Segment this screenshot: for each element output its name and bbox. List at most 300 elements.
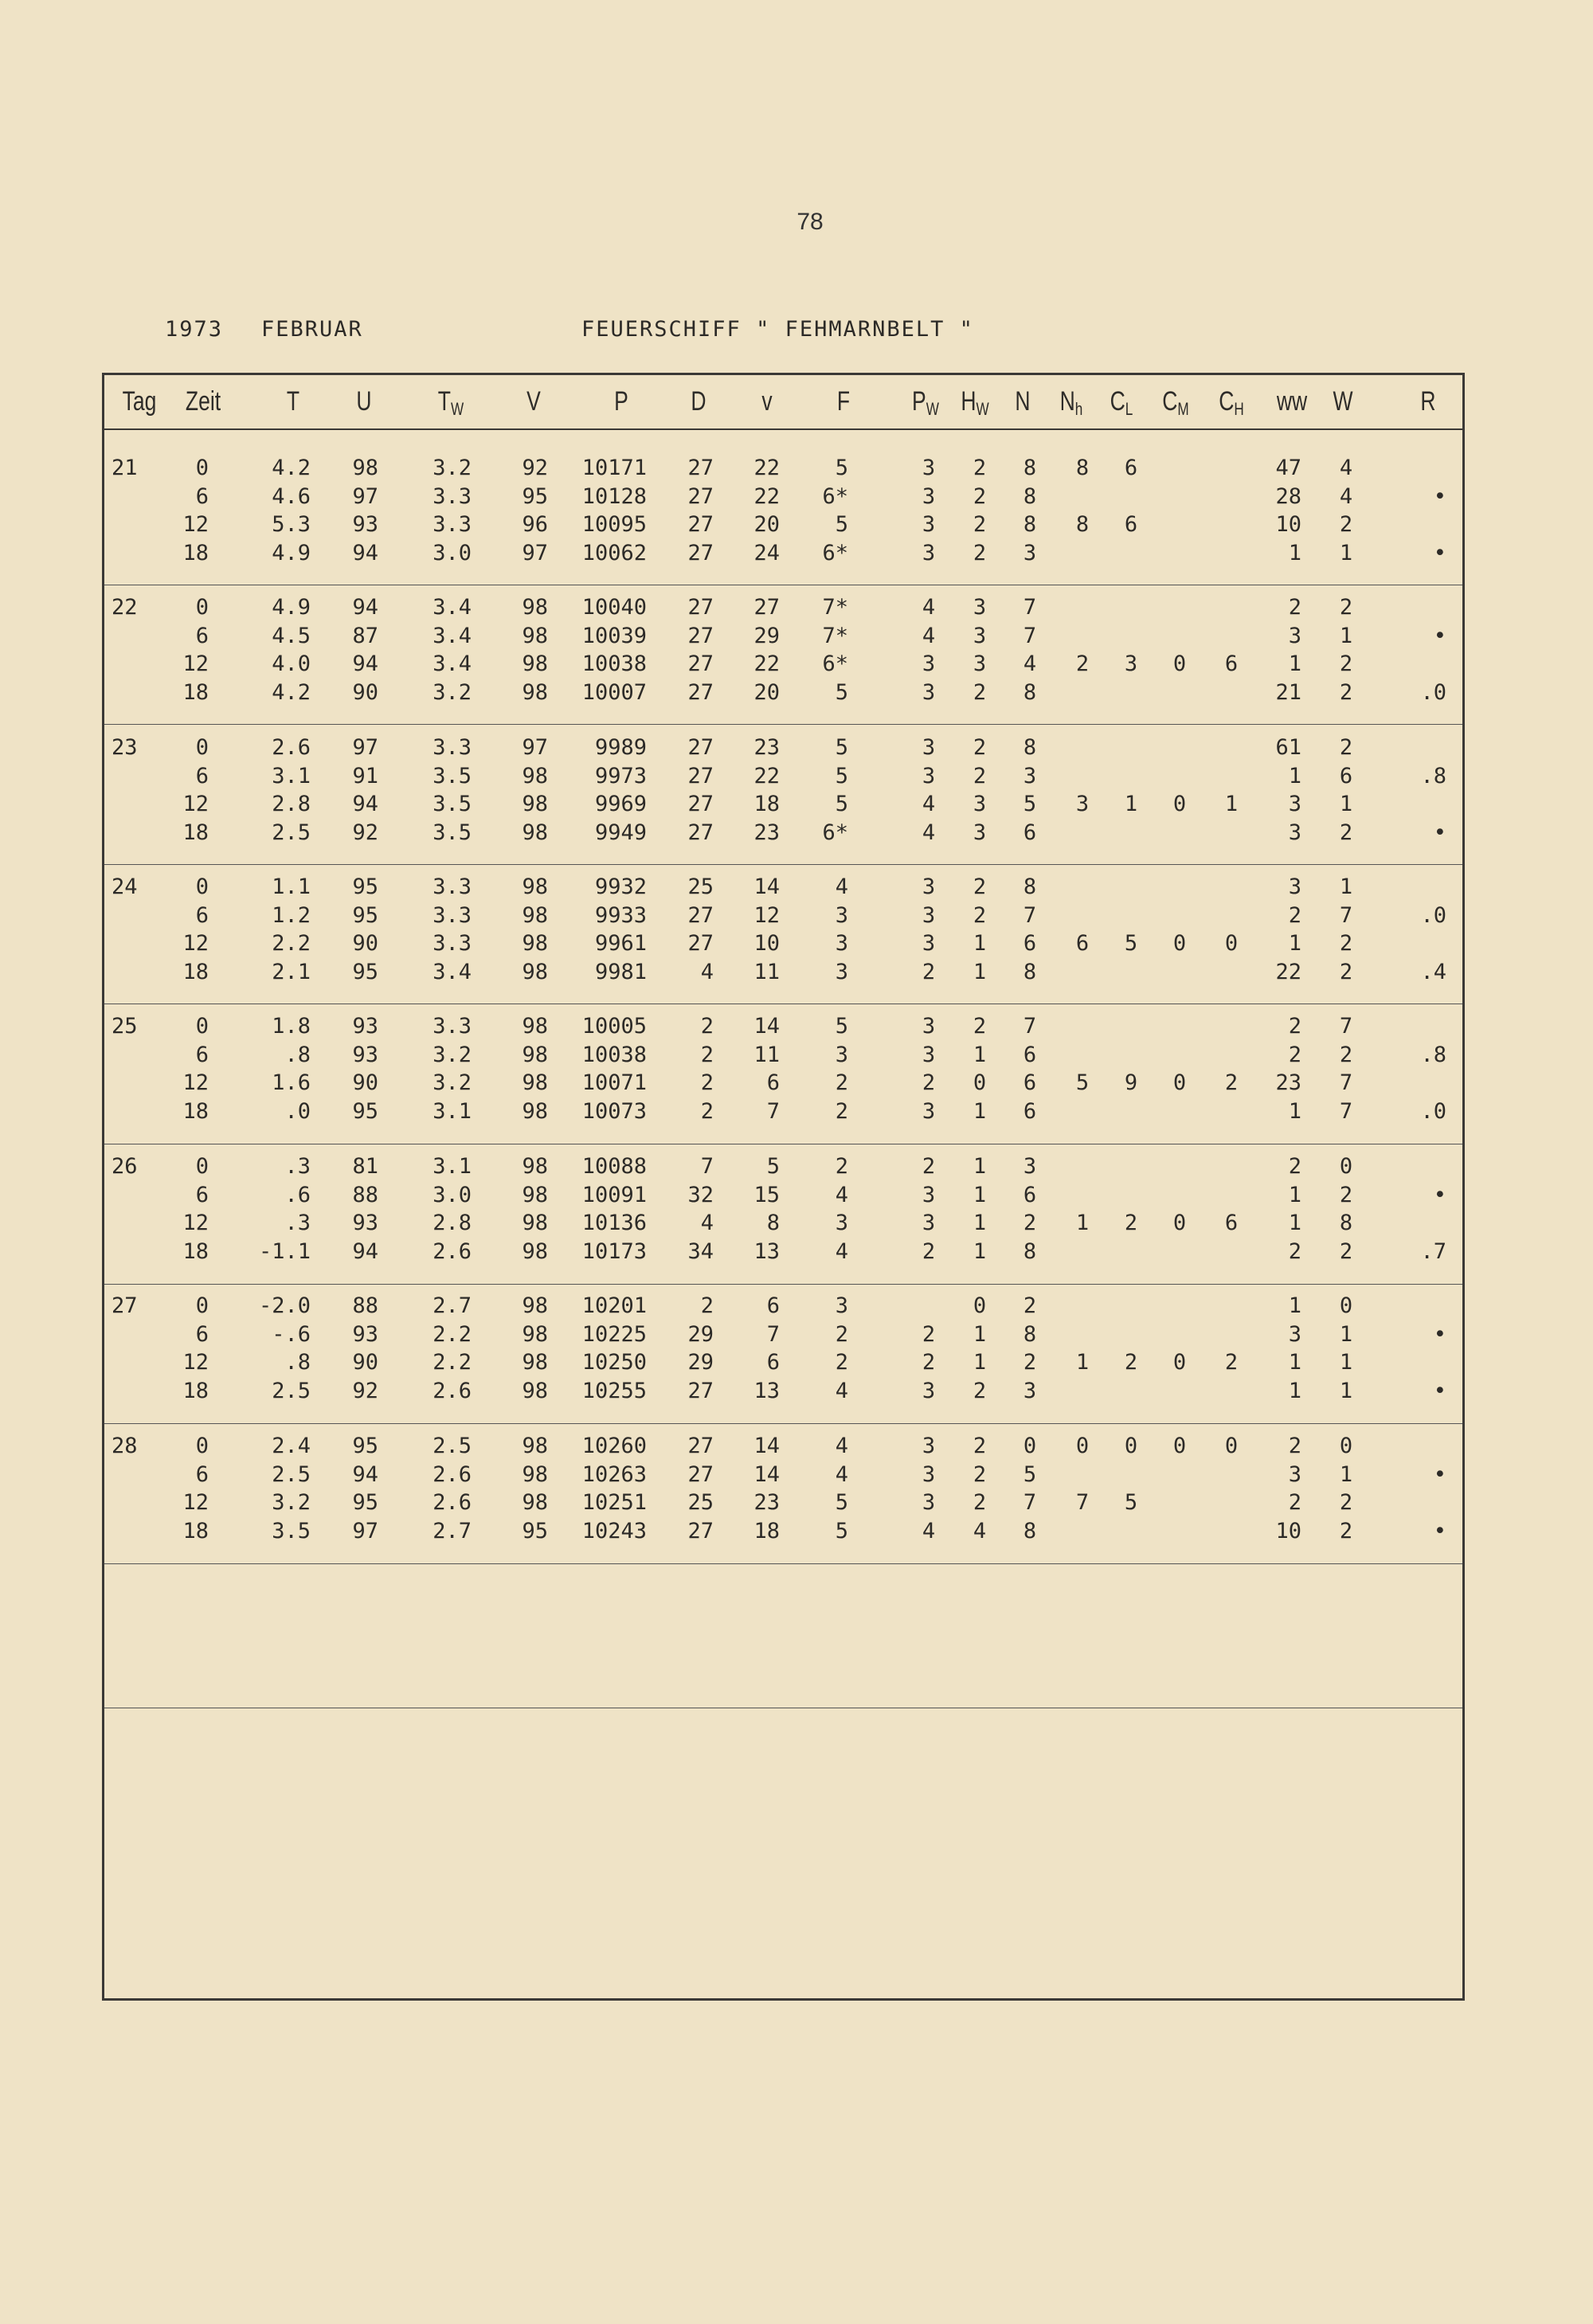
cell-pw: 3 — [922, 1461, 936, 1487]
cell-pw: 3 — [922, 679, 936, 705]
cell-nh: 3 — [1075, 792, 1090, 816]
cell-hw: 4 — [973, 1518, 987, 1543]
cell-vv: 6 — [766, 1350, 780, 1375]
cell-ww: 1 — [1288, 1098, 1301, 1124]
cell-v: 98 — [522, 1070, 548, 1095]
cell-d: 27 — [687, 540, 714, 565]
cell-n: 8 — [1023, 483, 1037, 509]
cell-w: 7 — [1339, 1014, 1353, 1039]
cell-tw: 3.3 — [432, 1014, 472, 1039]
cell-tw: 3.4 — [432, 623, 472, 648]
cell-t: 2.1 — [272, 959, 311, 984]
column-header-pw — [912, 386, 939, 420]
cell-f: 6* — [822, 820, 848, 845]
cell-cl: 2 — [1124, 1350, 1138, 1375]
cell-ww: 28 — [1275, 483, 1301, 509]
cell-nh: 8 — [1075, 456, 1090, 480]
cell-u: 93 — [352, 1014, 378, 1039]
cell-hw: 2 — [973, 874, 987, 899]
cell-w: 4 — [1339, 483, 1353, 509]
cell-ch: 2 — [1224, 1350, 1239, 1375]
cell-v: 97 — [522, 540, 548, 565]
sheet-header — [0, 317, 1593, 349]
cell-hw: 2 — [973, 902, 987, 928]
cell-p: 10243 — [581, 1518, 647, 1543]
cell-t: .6 — [284, 1182, 311, 1207]
cell-ww: 3 — [1288, 1321, 1301, 1347]
cell-zeit: 6 — [195, 1321, 209, 1347]
cell-cl: 6 — [1124, 456, 1138, 480]
column-header-zeit — [186, 386, 221, 417]
cell-f: 5 — [835, 792, 848, 816]
cell-nh: 8 — [1075, 512, 1090, 537]
column-header-label: C — [1162, 386, 1178, 417]
cell-w: 0 — [1339, 1154, 1353, 1179]
cell-ww: 2 — [1288, 1042, 1301, 1067]
cell-w: 7 — [1339, 1098, 1353, 1124]
cell-t: 4.9 — [272, 595, 311, 620]
cell-u: 93 — [352, 512, 378, 537]
cell-ww: 2 — [1288, 902, 1301, 928]
cell-hw: 1 — [973, 1098, 987, 1124]
cell-pw: 3 — [922, 902, 936, 928]
cell-v: 98 — [522, 623, 548, 648]
column-header-label: T — [286, 386, 300, 417]
cell-pw: 3 — [922, 1490, 936, 1515]
cell-w: 1 — [1339, 540, 1353, 565]
cell-hw: 2 — [973, 1378, 987, 1403]
column-header-cl — [1110, 386, 1133, 420]
cell-t: 2.5 — [272, 1461, 311, 1487]
cell-w: 1 — [1339, 792, 1353, 816]
cell-zeit: 12 — [182, 651, 209, 676]
cell-p: 10088 — [581, 1154, 647, 1179]
cell-zeit: 12 — [182, 931, 209, 956]
column-header-label: ww — [1276, 386, 1308, 417]
cell-r: • — [1433, 1378, 1446, 1403]
cell-zeit: 6 — [195, 763, 209, 788]
cell-zeit: 0 — [195, 1154, 209, 1179]
day-label: 26 — [112, 1154, 138, 1179]
cell-pw: 4 — [922, 1518, 936, 1543]
column-header-label: C — [1219, 386, 1235, 417]
header-rule — [104, 428, 1462, 430]
cell-vv: 23 — [753, 820, 780, 845]
cell-tw: 2.6 — [432, 1378, 472, 1403]
cell-d: 27 — [687, 512, 714, 537]
cell-v: 95 — [522, 1518, 548, 1543]
cell-n: 6 — [1023, 1182, 1037, 1207]
cell-ww: 1 — [1288, 763, 1301, 788]
column-header-label: N — [1015, 386, 1031, 417]
cell-nh: 1 — [1075, 1211, 1090, 1235]
cell-w: 2 — [1339, 820, 1353, 845]
cell-pw: 3 — [922, 1042, 936, 1067]
cell-n: 6 — [1023, 820, 1037, 845]
cell-hw: 2 — [973, 1014, 987, 1039]
cell-tw: 2.5 — [432, 1434, 472, 1458]
cell-w: 1 — [1339, 874, 1353, 899]
cell-u: 87 — [352, 623, 378, 648]
column-header-label: V — [526, 386, 541, 417]
cell-tw: 3.5 — [432, 820, 472, 845]
cell-w: 2 — [1339, 1182, 1353, 1207]
column-header-label: R — [1420, 386, 1436, 417]
cell-d: 29 — [687, 1321, 714, 1347]
cell-vv: 14 — [753, 874, 780, 899]
header-month: FEBRUAR — [261, 317, 363, 342]
cell-u: 95 — [352, 874, 378, 899]
cell-u: 97 — [352, 483, 378, 509]
cell-tw: 3.4 — [432, 959, 472, 984]
cell-ww: 1 — [1288, 931, 1301, 956]
cell-v: 98 — [522, 763, 548, 788]
cell-zeit: 0 — [195, 874, 209, 899]
cell-tw: 3.5 — [432, 763, 472, 788]
cell-f: 3 — [835, 931, 848, 956]
cell-n: 8 — [1023, 1518, 1037, 1543]
cell-ww: 61 — [1275, 735, 1301, 760]
cell-n: 7 — [1023, 1490, 1037, 1515]
day-label: 28 — [112, 1434, 138, 1458]
cell-n: 5 — [1023, 792, 1037, 816]
cell-vv: 20 — [753, 512, 780, 537]
cell-pw: 3 — [922, 1211, 936, 1235]
cell-vv: 15 — [753, 1182, 780, 1207]
cell-u: 94 — [352, 595, 378, 620]
cell-vv: 13 — [753, 1378, 780, 1403]
column-header-tag — [123, 386, 157, 417]
cell-f: 3 — [835, 959, 848, 984]
cell-u: 94 — [352, 1461, 378, 1487]
cell-t: .3 — [284, 1154, 311, 1179]
column-header-subscript: W — [976, 399, 989, 419]
cell-n: 8 — [1023, 735, 1037, 760]
cell-tw: 2.2 — [432, 1321, 472, 1347]
cell-t: 3.1 — [272, 763, 311, 788]
cell-ww: 23 — [1275, 1070, 1301, 1095]
cell-hw: 1 — [973, 959, 987, 984]
column-header-label: P — [912, 386, 926, 417]
cell-n: 8 — [1023, 1321, 1037, 1347]
column-header-label: W — [1333, 386, 1353, 417]
cell-u: 88 — [352, 1293, 378, 1318]
cell-tw: 3.1 — [432, 1154, 472, 1179]
cell-d: 27 — [687, 483, 714, 509]
cell-r: • — [1433, 623, 1446, 648]
cell-n: 8 — [1023, 512, 1037, 537]
cell-tw: 3.2 — [432, 1042, 472, 1067]
cell-pw: 4 — [922, 595, 936, 620]
cell-ch: 6 — [1224, 651, 1239, 676]
cell-tw: 3.3 — [432, 931, 472, 956]
cell-vv: 24 — [753, 540, 780, 565]
cell-n: 2 — [1023, 1350, 1037, 1375]
cell-ww: 3 — [1288, 623, 1301, 648]
cell-pw: 3 — [922, 1182, 936, 1207]
day-separator — [104, 724, 1462, 725]
column-header-subscript: H — [1234, 399, 1244, 419]
header-year: 1973 — [165, 317, 224, 342]
cell-hw: 2 — [973, 679, 987, 705]
cell-d: 4 — [700, 959, 714, 984]
cell-zeit: 12 — [182, 792, 209, 816]
day-label: 23 — [112, 735, 138, 760]
column-header-subscript: h — [1074, 399, 1083, 419]
cell-p: 10005 — [581, 1014, 647, 1039]
cell-f: 4 — [835, 1238, 848, 1264]
cell-f: 3 — [835, 1211, 848, 1235]
column-header-subscript: M — [1177, 399, 1189, 419]
cell-p: 10260 — [581, 1434, 647, 1458]
cell-ww: 2 — [1288, 1434, 1301, 1458]
cell-p: 10071 — [581, 1070, 647, 1095]
cell-pw: 2 — [922, 1350, 936, 1375]
cell-p: 10201 — [581, 1293, 647, 1318]
column-header-subscript: L — [1125, 399, 1133, 419]
cell-u: 95 — [352, 959, 378, 984]
cell-f: 5 — [835, 1490, 848, 1515]
cell-ww: 2 — [1288, 1490, 1301, 1515]
column-header-d — [691, 386, 706, 417]
cell-cl: 5 — [1124, 1490, 1138, 1515]
column-header-p — [614, 386, 628, 417]
day-separator — [104, 1423, 1462, 1424]
cell-t: .0 — [284, 1098, 311, 1124]
cell-cl: 3 — [1124, 651, 1138, 676]
cell-t: 4.5 — [272, 623, 311, 648]
cell-pw: 3 — [922, 874, 936, 899]
cell-f: 4 — [835, 874, 848, 899]
cell-f: 5 — [835, 456, 848, 480]
column-header-v — [526, 386, 541, 417]
cell-hw: 0 — [973, 1070, 987, 1095]
cell-v: 92 — [522, 456, 548, 480]
cell-t: 2.4 — [272, 1434, 311, 1458]
cell-vv: 6 — [766, 1070, 780, 1095]
cell-w: 7 — [1339, 902, 1353, 928]
cell-p: 10250 — [581, 1350, 647, 1375]
cell-t: 5.3 — [272, 512, 311, 537]
cell-hw: 3 — [973, 595, 987, 620]
cell-p: 10225 — [581, 1321, 647, 1347]
cell-tw: 3.3 — [432, 735, 472, 760]
cell-d: 27 — [687, 623, 714, 648]
cell-t: 2.5 — [272, 820, 311, 845]
cell-w: 4 — [1339, 456, 1353, 480]
cell-cm: 0 — [1172, 931, 1187, 956]
cell-zeit: 0 — [195, 595, 209, 620]
cell-vv: 22 — [753, 456, 780, 480]
cell-f: 5 — [835, 763, 848, 788]
cell-cm: 0 — [1172, 792, 1187, 816]
cell-f: 2 — [835, 1070, 848, 1095]
cell-p: 10038 — [581, 651, 647, 676]
cell-hw: 2 — [973, 512, 987, 537]
cell-d: 27 — [687, 820, 714, 845]
cell-vv: 5 — [766, 1154, 780, 1179]
cell-w: 7 — [1339, 1070, 1353, 1095]
cell-hw: 3 — [973, 820, 987, 845]
page-number: 78 — [796, 209, 824, 235]
cell-p: 9949 — [594, 820, 647, 845]
cell-hw: 3 — [973, 792, 987, 816]
cell-d: 27 — [687, 763, 714, 788]
cell-tw: 3.0 — [432, 1182, 472, 1207]
column-header-ww — [1277, 386, 1307, 417]
cell-cm: 0 — [1172, 651, 1187, 676]
cell-ww: 2 — [1288, 1154, 1301, 1179]
cell-f: 4 — [835, 1378, 848, 1403]
cell-v: 98 — [522, 1378, 548, 1403]
cell-w: 1 — [1339, 1350, 1353, 1375]
column-header-label: D — [691, 386, 706, 417]
cell-f: 3 — [835, 902, 848, 928]
cell-pw: 4 — [922, 792, 936, 816]
cell-hw: 2 — [973, 763, 987, 788]
cell-zeit: 18 — [182, 1238, 209, 1264]
cell-vv: 29 — [753, 623, 780, 648]
cell-f: 5 — [835, 735, 848, 760]
cell-n: 8 — [1023, 1238, 1037, 1264]
cell-d: 2 — [700, 1070, 714, 1095]
cell-pw: 2 — [922, 1238, 936, 1264]
cell-zeit: 6 — [195, 1042, 209, 1067]
cell-pw: 2 — [922, 959, 936, 984]
cell-v: 95 — [522, 483, 548, 509]
cell-f: 2 — [835, 1154, 848, 1179]
column-header-u — [356, 386, 371, 417]
cell-r: .0 — [1420, 902, 1446, 928]
cell-d: 27 — [687, 595, 714, 620]
cell-d: 27 — [687, 1461, 714, 1487]
cell-hw: 3 — [973, 651, 987, 676]
cell-v: 98 — [522, 1042, 548, 1067]
column-header-subscript: W — [926, 399, 939, 419]
cell-p: 9981 — [594, 959, 647, 984]
cell-cm: 0 — [1172, 1434, 1187, 1458]
cell-zeit: 6 — [195, 902, 209, 928]
cell-hw: 2 — [973, 1461, 987, 1487]
cell-u: 93 — [352, 1211, 378, 1235]
cell-ww: 2 — [1288, 1238, 1301, 1264]
cell-cm: 0 — [1172, 1211, 1187, 1235]
cell-vv: 10 — [753, 931, 780, 956]
cell-p: 9933 — [594, 902, 647, 928]
cell-vv: 14 — [753, 1434, 780, 1458]
cell-zeit: 18 — [182, 959, 209, 984]
cell-d: 27 — [687, 902, 714, 928]
cell-r: • — [1433, 1182, 1446, 1207]
cell-pw: 3 — [922, 651, 936, 676]
cell-zeit: 0 — [195, 1434, 209, 1458]
cell-v: 98 — [522, 820, 548, 845]
column-header-tw — [438, 386, 464, 420]
cell-p: 10251 — [581, 1490, 647, 1515]
cell-vv: 11 — [753, 959, 780, 984]
cell-v: 98 — [522, 1461, 548, 1487]
cell-w: 2 — [1339, 595, 1353, 620]
column-header-subscript: W — [451, 399, 464, 419]
cell-hw: 0 — [973, 1293, 987, 1318]
cell-zeit: 0 — [195, 1293, 209, 1318]
cell-v: 98 — [522, 874, 548, 899]
cell-u: 90 — [352, 1350, 378, 1375]
column-header-nh — [1060, 386, 1083, 420]
cell-n: 6 — [1023, 1070, 1037, 1095]
cell-zeit: 12 — [182, 1490, 209, 1515]
cell-n: 7 — [1023, 595, 1037, 620]
cell-p: 10171 — [581, 456, 647, 480]
column-header-label: Tag — [122, 386, 157, 417]
cell-f: 7* — [822, 623, 848, 648]
cell-r: .0 — [1420, 1098, 1446, 1124]
cell-v: 98 — [522, 1014, 548, 1039]
cell-d: 2 — [700, 1014, 714, 1039]
cell-p: 10095 — [581, 512, 647, 537]
cell-u: 94 — [352, 792, 378, 816]
cell-cm: 0 — [1172, 1350, 1187, 1375]
cell-v: 98 — [522, 902, 548, 928]
cell-ww: 1 — [1288, 651, 1301, 676]
cell-r: .0 — [1420, 679, 1446, 705]
cell-f: 2 — [835, 1098, 848, 1124]
cell-f: 3 — [835, 1042, 848, 1067]
cell-w: 0 — [1339, 1434, 1353, 1458]
cell-cl: 9 — [1124, 1070, 1138, 1095]
cell-r: .4 — [1420, 959, 1446, 984]
cell-zeit: 0 — [195, 735, 209, 760]
cell-hw: 1 — [973, 1182, 987, 1207]
cell-zeit: 18 — [182, 540, 209, 565]
cell-tw: 2.7 — [432, 1293, 472, 1318]
cell-u: 90 — [352, 1070, 378, 1095]
cell-hw: 2 — [973, 1434, 987, 1458]
cell-w: 1 — [1339, 1378, 1353, 1403]
column-header-vv — [761, 386, 772, 417]
cell-ch: 2 — [1224, 1070, 1239, 1095]
column-header-n — [1015, 386, 1030, 417]
cell-w: 2 — [1339, 512, 1353, 537]
cell-p: 10263 — [581, 1461, 647, 1487]
cell-n: 3 — [1023, 540, 1037, 565]
cell-tw: 3.4 — [432, 651, 472, 676]
column-header-label: v — [761, 386, 773, 417]
cell-tw: 2.6 — [432, 1490, 472, 1515]
cell-nh: 5 — [1075, 1070, 1090, 1095]
cell-ww: 1 — [1288, 1378, 1301, 1403]
cell-u: 95 — [352, 902, 378, 928]
cell-ww: 22 — [1275, 959, 1301, 984]
cell-zeit: 18 — [182, 820, 209, 845]
cell-nh: 6 — [1075, 931, 1090, 956]
cell-cl: 0 — [1124, 1434, 1138, 1458]
cell-v: 98 — [522, 1434, 548, 1458]
cell-w: 1 — [1339, 1321, 1353, 1347]
cell-tw: 3.3 — [432, 874, 472, 899]
cell-f: 4 — [835, 1461, 848, 1487]
cell-zeit: 12 — [182, 512, 209, 537]
cell-tw: 2.6 — [432, 1461, 472, 1487]
column-header-label: Zeit — [185, 386, 221, 417]
cell-r: • — [1433, 1518, 1446, 1543]
cell-d: 27 — [687, 931, 714, 956]
cell-n: 3 — [1023, 763, 1037, 788]
cell-p: 10173 — [581, 1238, 647, 1264]
cell-u: 88 — [352, 1182, 378, 1207]
cell-zeit: 6 — [195, 1461, 209, 1487]
cell-u: 93 — [352, 1042, 378, 1067]
